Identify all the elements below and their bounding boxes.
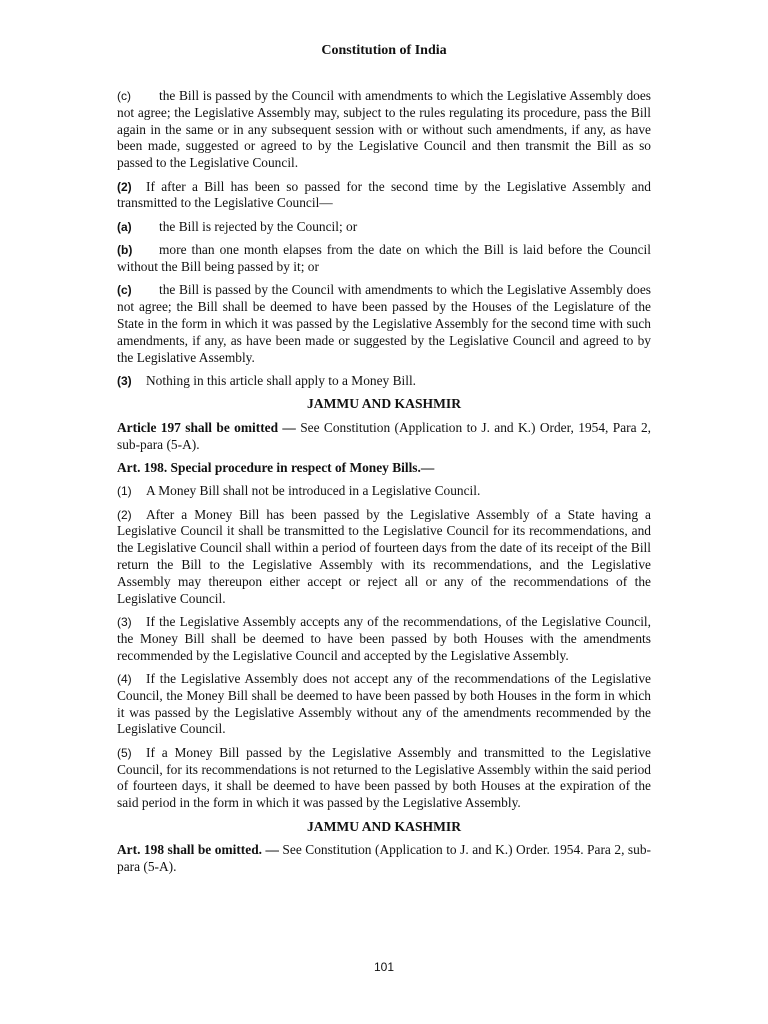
clause-text: the Bill is passed by the Council with amendments to which the Legislative Assembly does not agree; the Bill shall be deemed to have been passed by the Houses of the Legislature of the State in the form in which it was passed by the Legislative Assembly for the second time with such amendments, if any, as have been made or suggested by the Legislative Council and agreed to by the Legislative Assembly. <box>117 282 651 365</box>
clause-3 <box>117 614 651 664</box>
clause-label: (2) <box>117 507 132 522</box>
clause-1 <box>117 483 651 500</box>
clause-text: the Bill is passed by the Council with amendments to which the Legislative Assembly does not agree; the Legislative Assembly may, subject to the rules regulating its procedure, pass the Bill again in the same or in any subsequent session with or without such amendments, if any, as have been made, suggested or agreed to by the Legislative Council and then transmit the Bill as so passed to the Legislative Council. <box>117 88 651 171</box>
clause-label: (c) <box>117 283 132 298</box>
page-header-title: Constitution of India <box>321 43 447 58</box>
clause-text: If the Legislative Assembly does not accept any of the recommendations of the Legislative Council, the Money Bill shall be deemed to have been passed by both Houses in the form in which it was passed by the Legislative Assembly without any of the amendments recommended by the Legislative Council. <box>117 671 651 737</box>
article-197-title: Article 197 shall be omitted — <box>117 419 296 435</box>
clause-text: the Bill is rejected by the Council; or <box>159 218 358 234</box>
para-b <box>117 242 651 276</box>
clause-text: If after a Bill has been so passed for the second time by the Legislative Assembly and transmitted to the Legislative Council— <box>117 178 651 211</box>
clause-label: (b) <box>117 243 133 258</box>
article-198-title: Art. 198. Special procedure in respect of Money Bills.— <box>117 459 435 475</box>
page-content <box>117 88 651 882</box>
article-198-omit-title: Art. 198 shall be omitted. — <box>117 841 279 857</box>
page-number: 101 <box>373 960 395 974</box>
para-a <box>117 219 651 236</box>
article-198-omit-text: See Constitution (Application to J. and K.) Order. 1954. Para 2, sub-para (5-A). <box>117 841 651 874</box>
clause-label: (3) <box>117 373 132 388</box>
clause-text: more than one month elapses from the date on which the Bill is laid before the Council without the Bill being passed by it; or <box>117 242 651 274</box>
clause-text: A Money Bill shall not be introduced in a Legislative Council. <box>146 483 481 499</box>
clause-5 <box>117 745 651 812</box>
section-heading-jk-2: JAMMU AND KASHMIR <box>306 818 462 834</box>
clause-2 <box>117 507 651 608</box>
clause-text: After a Money Bill has been passed by the Legislative Assembly of a State having a Legislative Council it shall be transmitted to the Legislative Council for its recommendations, and the Legislative Council shall within a period of fourteen days from the date of its receipt of the Bill return the Bill to the Legislative Assembly with its recommendations, and the Legislative Assembly may thereupon either accept or reject all or any of the recommendations of the Legislative Council. <box>117 506 651 606</box>
clause-label: (c) <box>117 89 131 103</box>
clause-text: Nothing in this article shall apply to a Money Bill. <box>146 372 417 388</box>
para-c-2 <box>117 282 651 366</box>
clause-label: (1) <box>117 484 132 499</box>
clause-4 <box>117 671 651 738</box>
clause-label: (3) <box>117 615 132 630</box>
clause-label: (4) <box>117 672 132 687</box>
para-c-1 <box>117 88 651 172</box>
clause-text: If the Legislative Assembly accepts any of the recommendations, of the Legislative Council, the Money Bill shall be deemed to have been passed by both Houses with the amendments recommended by the Legislative Council and accepted by the Legislative Assembly. <box>117 614 651 663</box>
clause-label: (a) <box>117 219 132 234</box>
article-197-note <box>117 420 651 454</box>
section-heading-jk-1: JAMMU AND KASHMIR <box>306 396 462 412</box>
clause-label: (5) <box>117 745 132 760</box>
clause-label: (2) <box>117 179 132 194</box>
clause-text: If a Money Bill passed by the Legislative Assembly and transmitted to the Legislative Council, for its recommendations is not returned to the Legislative Assembly within the said period of fourteen days, it shall be deemed to have been passed by both Houses at the expiration of the said period in the form in which it was passed by the Legislative Assembly. <box>117 744 651 811</box>
para-3 <box>117 373 651 390</box>
para-2 <box>117 179 651 213</box>
article-198-omit-note <box>117 842 651 876</box>
article-197-text: See Constitution (Application to J. and K.) Order, 1954, Para 2, sub-para (5-A). <box>117 419 651 452</box>
